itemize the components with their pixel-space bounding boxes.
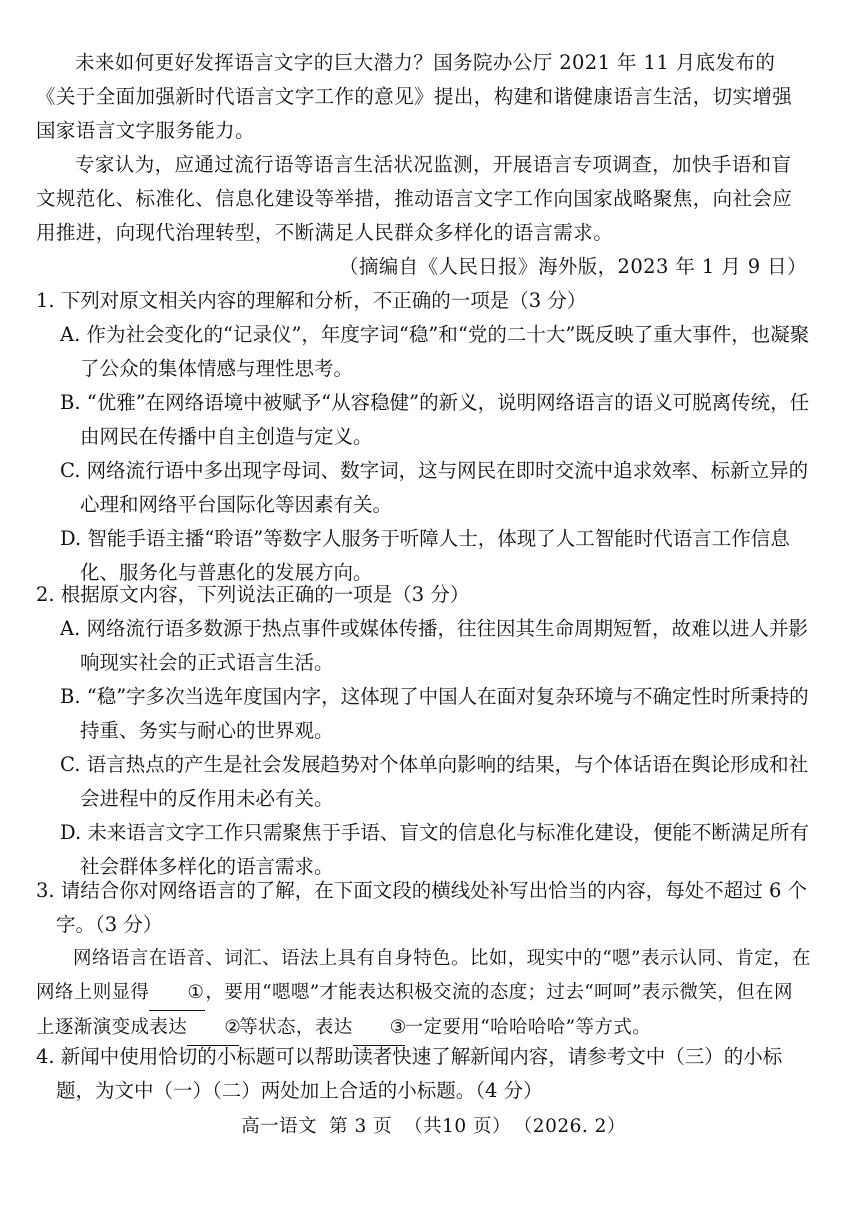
blank-3[interactable]: ③ [353,1011,405,1046]
page-footer [0,1112,867,1138]
passage-paragraph-2: 专家认为，应通过流行语等语言生活状况监测，开展语言专项调查，加快手语和盲文规范化、标准化、信息化建设等举措，推动语言文字工作向国家战略聚焦，向社会应用推进，向现代治理转型，不断满足人民群众多样化的语言需求。 [36,153,793,244]
blank-1[interactable]: ① [149,976,205,1011]
question-3-passage: 网络语言在语音、词汇、语法上具有自身特色。比如，现实中的“嗯”表示认同、肯定，在网络上则显得 ①，要用“嗯嗯”才能表达积极交流的态度；过去“呵呵”表示微笑，但在网上逐渐演变成表达 ②等状态，表达 ③一定要用“哈哈哈哈”等方式。 [36,942,811,1046]
question-2 [36,578,811,884]
footer-total: （共10 页） [404,1116,512,1137]
passage-source: （摘编自《人民日报》海外版，2023 年 1 月 9 日） [338,255,807,278]
question-2-option-b: B. “稳”字多次当选年度国内字，这体现了中国人在面对复杂环境与不确定性时所秉持的持重、务实与耐心的世界观。 [60,685,809,742]
question-1 [36,284,811,590]
question-3-stem: 3. 请结合你对网络语言的了解，在下面文段的横线处补写出恰当的内容，每处不超过 6 个字。（3 分） [36,879,808,936]
question-1-option-c: C. 网络流行语中多出现字母词、数字词，这与网民在即时交流中追求效率、标新立异的心理和网络平台国际化等因素有关。 [60,459,809,516]
question-3 [36,874,811,1046]
question-1-stem: 1. 下列对原文相关内容的理解和分析，不正确的一项是（3 分） [36,289,587,312]
footer-page: 第 3 页 [329,1116,393,1137]
blank-2[interactable]: ② [187,1011,239,1046]
question-2-option-d: D. 未来语言文字工作只需聚焦于手语、盲文的信息化与标准化建设，便能不断满足所有社会群体多样化的语言需求。 [60,821,809,878]
question-1-option-d: D. 智能手语主播“聆语”等数字人服务于听障人士，体现了人工智能时代语言工作信息化、服务化与普惠化的发展方向。 [60,527,790,584]
question-2-stem: 2. 根据原文内容，下列说法正确的一项是（3 分） [36,583,470,606]
passage [36,46,811,284]
question-1-option-a: A. 作为社会变化的“记录仪”，年度字词“稳”和“党的二十大”既反映了重大事件，也凝聚了公众的集体情感与理性思考。 [60,323,810,380]
question-2-option-c: C. 语言热点的产生是社会发展趋势对个体单向影响的结果，与个体话语在舆论形成和社会进程中的反作用未必有关。 [60,753,809,810]
question-4-stem: 4. 新闻中使用恰切的小标题可以帮助读者快速了解新闻内容，请参考文中（三）的小标题，为文中（一）（二）两处加上合适的小标题。（4 分） [36,1045,783,1102]
question-1-option-b: B. “优雅”在网络语境中被赋予“从容稳健”的新义，说明网络语言的语义可脱离传统，任由网民在传播中自主创造与定义。 [60,391,810,448]
footer-subject: 高一语文 [241,1116,318,1137]
question-4 [36,1040,811,1108]
passage-paragraph-1: 未来如何更好发挥语言文字的巨大潜力？国务院办公厅 2021 年 11 月底发布的《关于全面加强新时代语言文字工作的意见》提出，构建和谐健康语言生活，切实增强国家语言文字服务能力。 [36,51,793,142]
question-2-option-a: A. 网络流行语多数源于热点事件或媒体传播，往往因其生命周期短暂，故难以进人并影响现实社会的正式语言生活。 [60,617,808,674]
footer-date: （2026. 2） [523,1116,626,1137]
